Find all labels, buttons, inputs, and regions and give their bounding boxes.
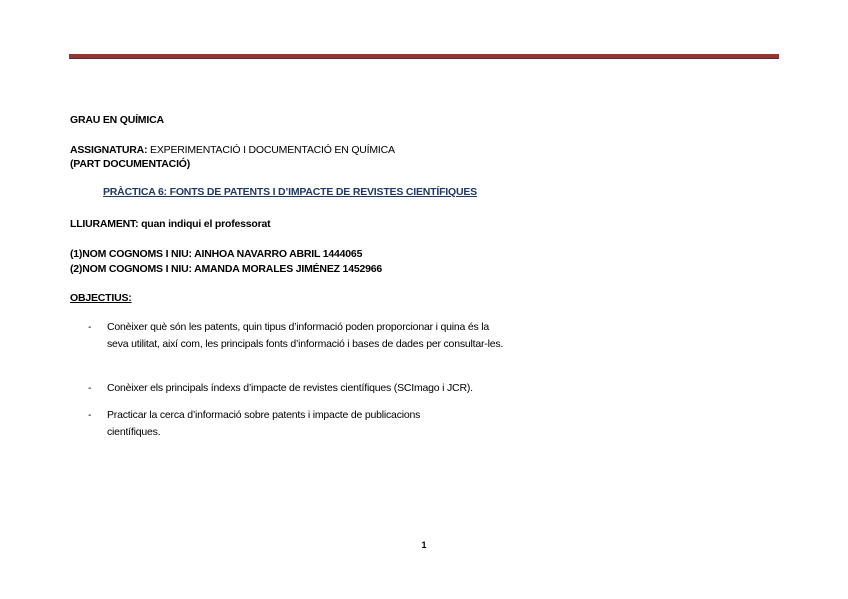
degree-heading: GRAU EN QUÍMICA bbox=[70, 114, 164, 126]
subject-line bbox=[70, 143, 395, 157]
bullet-dash: - bbox=[88, 321, 92, 333]
subject-part: (PART DOCUMENTACIÓ) bbox=[70, 158, 191, 170]
bullet-dash: - bbox=[88, 382, 92, 394]
objectives-heading: OBJECTIUS: bbox=[70, 292, 132, 304]
delivery-line: LLIURAMENT: quan indiqui el professorat bbox=[70, 218, 271, 230]
header-rule bbox=[69, 54, 779, 59]
bullet-dash: - bbox=[88, 409, 92, 421]
practice-title: PRÀCTICA 6: FONTS DE PATENTS I D’IMPACTE DE REVISTES CIENTÍFIQUES bbox=[103, 186, 477, 198]
objective-text: Conèixer els principals índexs d’impacte de revistes científiques (SCImago i JCR). bbox=[107, 382, 473, 394]
objective-item bbox=[88, 407, 467, 441]
subject-value: EXPERIMENTACIÓ I DOCUMENTACIÓ EN QUÍMICA bbox=[147, 144, 395, 156]
page-number: 1 bbox=[421, 540, 427, 550]
objective-item bbox=[88, 319, 507, 353]
student-2: (2)NOM COGNOMS I NIU: AMANDA MORALES JIMÉNEZ 1452966 bbox=[70, 263, 383, 275]
objective-text: Conèixer què són les patents, quin tipus d’informació poden proporcionar i quina és la seva utilitat, així com, les principals fonts d’informació i bases de dades per consultar-les. bbox=[107, 321, 504, 350]
subject-label: ASSIGNATURA: bbox=[70, 144, 148, 156]
objective-item bbox=[88, 380, 527, 397]
student-1: (1)NOM COGNOMS I NIU: AINHOA NAVARRO ABRIL 1444065 bbox=[70, 248, 363, 260]
objective-text: Practicar la cerca d’informació sobre patents i impacte de publicacions científiques. bbox=[107, 409, 421, 438]
